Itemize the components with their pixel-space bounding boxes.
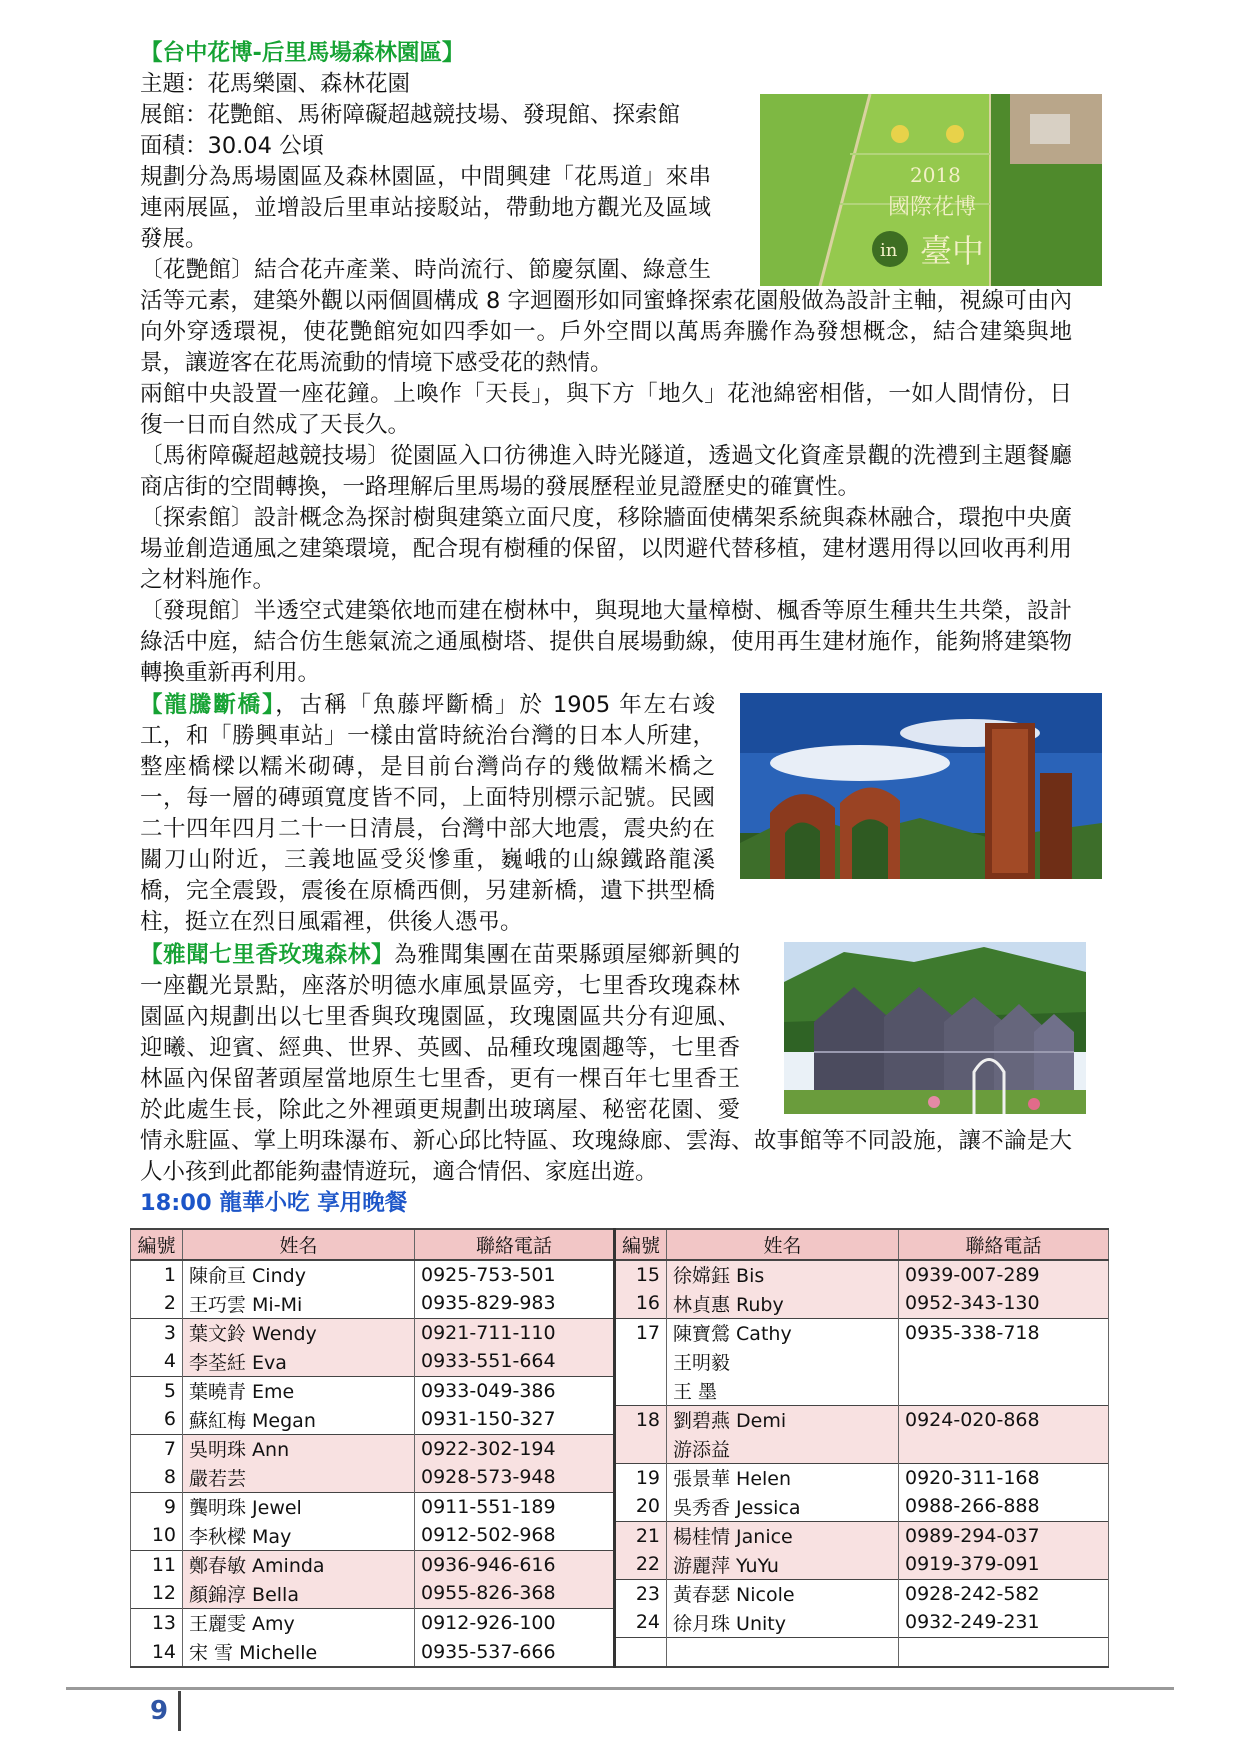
cell-phone: 0931-150-327 xyxy=(415,1405,615,1434)
cell-name: 張景華 Helen xyxy=(667,1463,899,1492)
table-row xyxy=(131,1347,1109,1376)
equestrian-paragraph: 〔馬術障礙超越競技場〕從園區入口彷彿進入時光隧道，透過文化資產景觀的洗禮到主題餐廳商店街的空間轉換，一路理解后里馬場的發展歷程並見證歷史的確實性。 xyxy=(140,443,1072,500)
table-row xyxy=(131,1579,1109,1608)
cell-phone: 0920-311-168 xyxy=(899,1463,1109,1492)
rose-forest-glasshouse-photo xyxy=(784,942,1086,1114)
cell-phone: 0955-826-368 xyxy=(415,1579,615,1608)
section-title: 【龍騰斷橋】 xyxy=(140,692,276,718)
exploration-paragraph: 〔探索館〕設計概念為探討樹與建築立面尺度，移除牆面使構架系統與森林融合，環抱中央廣場並創造通風之建築環境，配合現有樹種的保留，以閃避代替移植，建材選用得以回收再利用之材料施作。 xyxy=(140,505,1072,593)
cell-name: 徐月珠 Unity xyxy=(667,1608,899,1637)
cell-phone xyxy=(899,1347,1109,1376)
cell-name: 楊桂情 Janice xyxy=(667,1521,899,1550)
cell-name: 顏錦淳 Bella xyxy=(183,1579,415,1608)
cell-phone: 0922-302-194 xyxy=(415,1434,615,1463)
cell-phone: 0989-294-037 xyxy=(899,1521,1109,1550)
cell-no: 8 xyxy=(131,1463,183,1492)
cell-name: 黃春瑟 Nicole xyxy=(667,1579,899,1608)
cell-phone: 0933-049-386 xyxy=(415,1376,615,1405)
expo-in-text: in xyxy=(880,240,898,261)
cell-phone: 0921-711-110 xyxy=(415,1318,615,1347)
pavilion-line: 展館：花艷館、馬術障礙超越競技場、發現館、探索館 xyxy=(140,102,681,128)
dinner-schedule: 18:00 龍華小吃 享用晚餐 xyxy=(140,1190,408,1216)
flower-pavilion-paragraph: 〔花艷館〕結合花卉產業、時尚流行、節慶氛圍、綠意生活等元素，建築外觀以兩個圓構成 8 字迴圈形如同蜜蜂探索花園般做為設計主軸，視線可由內向外穿透環視，使花艷館宛如四季如一。戶外空間以萬馬奔騰作為發想概念，結合建築與地景，讓遊客在花馬流動的情境下感受花的熱情。 xyxy=(140,257,1072,376)
cell-name: 嚴若芸 xyxy=(183,1463,415,1492)
cell-name: 李荃紝 Eva xyxy=(183,1347,415,1376)
table-row xyxy=(131,1405,1109,1434)
cell-name: 游添益 xyxy=(667,1434,899,1463)
cell-no: 14 xyxy=(131,1637,183,1667)
header-phone: 聯絡電話 xyxy=(899,1229,1109,1260)
cell-phone: 0935-537-666 xyxy=(415,1637,615,1667)
page-number-bar xyxy=(178,1691,181,1731)
cell-phone: 0936-946-616 xyxy=(415,1550,615,1579)
header-name: 姓名 xyxy=(667,1229,899,1260)
cell-no: 11 xyxy=(131,1550,183,1579)
cell-no xyxy=(615,1376,667,1405)
cell-name: 吳秀香 Jessica xyxy=(667,1492,899,1521)
cell-no: 22 xyxy=(615,1550,667,1579)
table-row xyxy=(131,1521,1109,1550)
cell-no: 7 xyxy=(131,1434,183,1463)
cell-phone: 0912-502-968 xyxy=(415,1521,615,1550)
bridge-description: ，古稱「魚藤坪斷橋」於 1905 年左右竣工，和「勝興車站」一樣由當時統治台灣的日本人所建，整座橋樑以糯米砌磚，是目前台灣尚存的幾做糯米橋之一，每一層的磚頭寬度皆不同，上面特別標示記號。民國二十四年四月二十一日清晨，台灣中部大地震，震央約在關刀山附近，三義地區受災慘重，巍峨的山線鐵路龍溪橋，完全震毀，震後在原橋西側，另建新橋，遺下拱型橋柱，挺立在烈日風霜裡，供後人憑弔。 xyxy=(140,692,715,935)
discovery-paragraph: 〔發現館〕半透空式建築依地而建在樹林中，與現地大量樟樹、楓香等原生種共生共榮，設計綠活中庭，結合仿生態氣流之通風樹塔、提供自展場動線，使用再生建材施作，能夠將建築物轉換重新再利用。 xyxy=(140,598,1072,686)
cell-no: 5 xyxy=(131,1376,183,1405)
cell-name: 葉曉青 Eme xyxy=(183,1376,415,1405)
cell-phone: 0928-242-582 xyxy=(899,1579,1109,1608)
cell-phone: 0919-379-091 xyxy=(899,1550,1109,1579)
cell-phone: 0939-007-289 xyxy=(899,1260,1109,1290)
cell-no: 15 xyxy=(615,1260,667,1290)
cell-no: 19 xyxy=(615,1463,667,1492)
table-row xyxy=(131,1376,1109,1405)
rose-forest-description: 為雅聞集團在苗栗縣頭屋鄉新興的一座觀光景點，座落於明德水庫風景區旁，七里香玫瑰森林園區內規劃出以七里香與玫瑰園區，玫瑰園區共分有迎風、迎曦、迎賓、經典、世界、英國、品種玫瑰園趣等，七里香林區內保留著頭屋當地原生七里香，更有一棵百年七里香王於此處生長，除此之外裡頭更規劃出玻璃屋、秘密花園、愛情永駐區、掌上明珠瀑布、新心邱比特區、玫瑰綠廊、雲海、故事館等不同設施，讓不論是大人小孩到此都能夠盡情遊玩，適合情侶、家庭出遊。 xyxy=(140,942,1072,1185)
cell-no: 9 xyxy=(131,1492,183,1521)
cell-name: 李秋樑 May xyxy=(183,1521,415,1550)
cell-name: 王明毅 xyxy=(667,1347,899,1376)
cell-no: 6 xyxy=(131,1405,183,1434)
cell-phone xyxy=(899,1376,1109,1405)
cell-no: 3 xyxy=(131,1318,183,1347)
header-phone: 聯絡電話 xyxy=(415,1229,615,1260)
cell-phone: 0932-249-231 xyxy=(899,1608,1109,1637)
theme-line: 主題：花馬樂園、森林花園 xyxy=(140,71,411,97)
footer-rule xyxy=(66,1687,1174,1690)
cell-phone: 0988-266-888 xyxy=(899,1492,1109,1521)
page-number: 9 xyxy=(150,1696,169,1726)
cell-no: 13 xyxy=(131,1608,183,1637)
cell-name: 鄭春敏 Aminda xyxy=(183,1550,415,1579)
cell-name: 蘇紅梅 Megan xyxy=(183,1405,415,1434)
cell-name: 游麗萍 YuYu xyxy=(667,1550,899,1579)
area-line: 面積：30.04 公頃 xyxy=(140,133,325,159)
longteng-bridge-photo xyxy=(740,693,1102,879)
cell-name: 王 墨 xyxy=(667,1376,899,1405)
cell-name: 葉文鈴 Wendy xyxy=(183,1318,415,1347)
cell-phone: 0924-020-868 xyxy=(899,1405,1109,1434)
header-no: 編號 xyxy=(131,1229,183,1260)
cell-name: 王麗雯 Amy xyxy=(183,1608,415,1637)
header-no: 編號 xyxy=(615,1229,667,1260)
cell-no xyxy=(615,1347,667,1376)
section-longteng-bridge xyxy=(140,690,715,938)
cell-no xyxy=(615,1637,667,1667)
cell-no: 17 xyxy=(615,1318,667,1347)
cell-no: 10 xyxy=(131,1521,183,1550)
cell-name: 劉碧燕 Demi xyxy=(667,1405,899,1434)
table-row xyxy=(131,1550,1109,1579)
cell-name: 王巧雲 Mi-Mi xyxy=(183,1289,415,1318)
cell-no xyxy=(615,1434,667,1463)
cell-name: 徐嫦鈺 Bis xyxy=(667,1260,899,1290)
cell-name xyxy=(667,1637,899,1667)
expo-name-text: 國際花博 xyxy=(888,195,977,220)
expo-year-text: 2018 xyxy=(910,163,961,187)
cell-no: 16 xyxy=(615,1289,667,1318)
cell-name: 宋 雪 Michelle xyxy=(183,1637,415,1667)
cell-no: 2 xyxy=(131,1289,183,1318)
contacts-body xyxy=(131,1260,1109,1668)
cell-phone: 0928-573-948 xyxy=(415,1463,615,1492)
section-title: 【台中花博-后里馬場森林園區】 xyxy=(140,40,465,66)
cell-no: 24 xyxy=(615,1608,667,1637)
flower-clock-paragraph: 兩館中央設置一座花鐘。上喚作「天長」，與下方「地久」花池綿密相偕，一如人間情份，日復一日而自然成了天長久。 xyxy=(140,381,1072,438)
cell-no: 23 xyxy=(615,1579,667,1608)
cell-name: 林貞惠 Ruby xyxy=(667,1289,899,1318)
cell-name: 龔明珠 Jewel xyxy=(183,1492,415,1521)
table-row xyxy=(131,1492,1109,1521)
section-title: 【雅聞七里香玫瑰森林】 xyxy=(140,942,395,968)
cell-name: 吳明珠 Ann xyxy=(183,1434,415,1463)
cell-no: 20 xyxy=(615,1492,667,1521)
cell-no: 18 xyxy=(615,1405,667,1434)
planning-paragraph: 規劃分為馬場園區及森林園區，中間興建「花馬道」來串連兩展區，並增設后里車站接駁站，帶動地方觀光及區域發展。 xyxy=(140,164,711,252)
table-row xyxy=(131,1260,1109,1290)
cell-phone xyxy=(899,1637,1109,1667)
expo-city-text: 臺中 xyxy=(920,232,985,270)
table-row xyxy=(131,1637,1109,1667)
flora-expo-field-photo xyxy=(760,94,1102,286)
header-name: 姓名 xyxy=(183,1229,415,1260)
cell-name: 陳俞亘 Cindy xyxy=(183,1260,415,1290)
cell-no: 1 xyxy=(131,1260,183,1290)
table-row xyxy=(131,1289,1109,1318)
cell-phone: 0925-753-501 xyxy=(415,1260,615,1290)
contacts-table xyxy=(130,1228,1109,1668)
cell-phone: 0911-551-189 xyxy=(415,1492,615,1521)
table-row xyxy=(131,1318,1109,1347)
cell-phone: 0952-343-130 xyxy=(899,1289,1109,1318)
cell-no: 12 xyxy=(131,1579,183,1608)
table-row xyxy=(131,1434,1109,1463)
table-header-row xyxy=(131,1229,1109,1260)
cell-no: 4 xyxy=(131,1347,183,1376)
cell-phone: 0933-551-664 xyxy=(415,1347,615,1376)
cell-phone xyxy=(899,1434,1109,1463)
table-row xyxy=(131,1608,1109,1637)
cell-phone: 0912-926-100 xyxy=(415,1608,615,1637)
table-row xyxy=(131,1463,1109,1492)
cell-no: 21 xyxy=(615,1521,667,1550)
cell-name: 陳寶鶯 Cathy xyxy=(667,1318,899,1347)
cell-phone: 0935-829-983 xyxy=(415,1289,615,1318)
cell-phone: 0935-338-718 xyxy=(899,1318,1109,1347)
